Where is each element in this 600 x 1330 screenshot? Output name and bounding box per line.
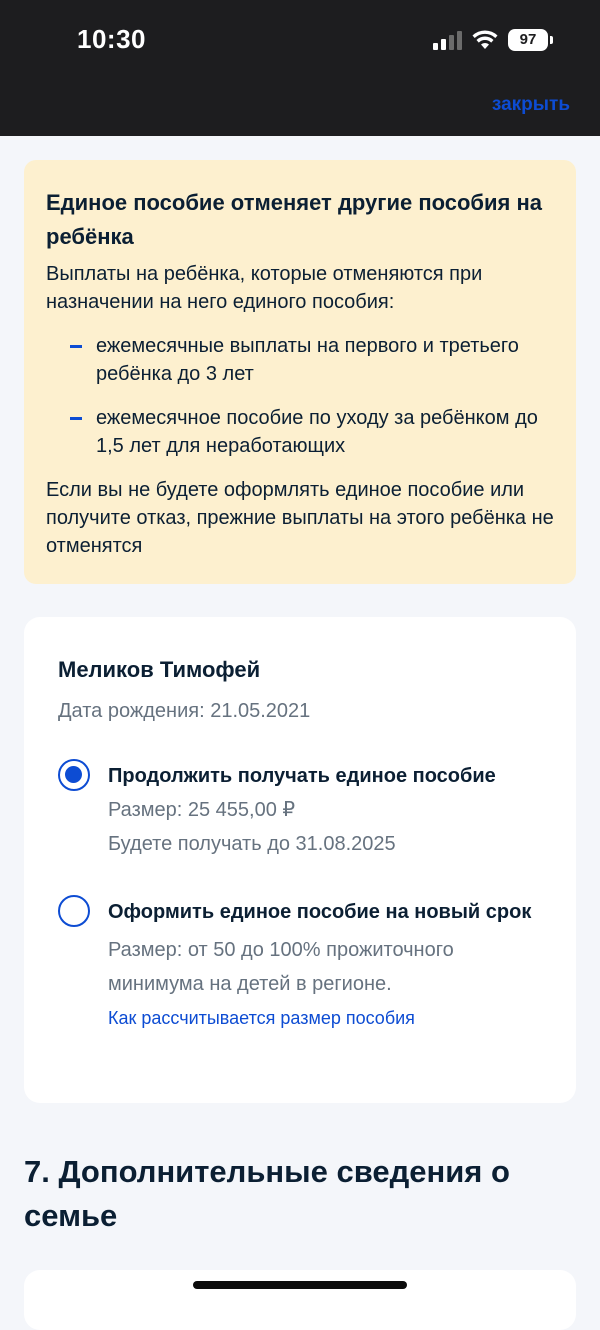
close-link[interactable]: закрыть xyxy=(491,94,570,115)
dash-icon xyxy=(70,345,82,348)
section-title: 7. Дополнительные сведения о семье xyxy=(24,1154,510,1233)
option-continue[interactable] xyxy=(58,759,542,861)
status-bar xyxy=(0,0,600,136)
battery-icon: 97 xyxy=(508,29,548,51)
home-indicator[interactable] xyxy=(193,1281,407,1289)
child-name: Меликов Тимофей xyxy=(58,657,261,682)
amount-text: Размер: 25 455,00 ₽ xyxy=(108,799,296,821)
option-new-term[interactable] xyxy=(58,895,542,1033)
until-text: Будете получать до 31.08.2025 xyxy=(108,833,396,855)
amount-text: Размер: от 50 до 100% прожиточного минимума на детей в регионе. xyxy=(108,939,454,995)
option-label[interactable]: Оформить единое пособие на новый срок xyxy=(108,901,532,923)
signal-icon xyxy=(433,30,462,50)
radio-new-term[interactable] xyxy=(58,895,90,927)
status-icons xyxy=(433,28,548,52)
wifi-icon xyxy=(472,30,498,50)
notice-list xyxy=(46,332,554,460)
child-card xyxy=(24,617,576,1103)
next-card xyxy=(24,1270,576,1330)
notice-outro: Если вы не будете оформлять единое пособие или получите отказ, прежние выплаты на этого ребёнка не отменятся xyxy=(46,479,554,557)
radio-continue[interactable] xyxy=(58,759,90,791)
notice-title: Единое пособие отменяет другие пособия на ребёнка xyxy=(46,190,543,249)
notice-card xyxy=(24,160,576,584)
list-item: ежемесячные выплаты на первого и третьего ребёнка до 3 лет xyxy=(46,332,554,388)
notice-intro: Выплаты на ребёнка, которые отменяются при назначении на него единого пособия: xyxy=(46,263,483,313)
dash-icon xyxy=(70,417,82,420)
option-label[interactable]: Продолжить получать единое пособие xyxy=(108,765,496,787)
status-time: 10:30 xyxy=(77,24,146,54)
calculation-link[interactable]: Как рассчитывается размер пособия xyxy=(108,1008,415,1028)
birth-date: Дата рождения: 21.05.2021 xyxy=(58,700,311,722)
list-item: ежемесячное пособие по уходу за ребёнком до 1,5 лет для неработающих xyxy=(46,404,554,460)
